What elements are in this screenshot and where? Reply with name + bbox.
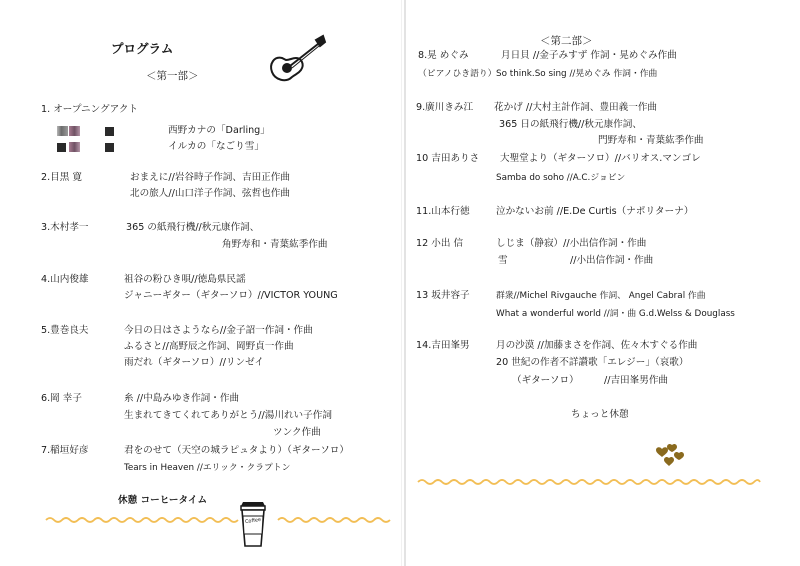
- break-coffee-time: 休憩 コーヒータイム: [118, 495, 208, 506]
- item1-line2: イルカの「なごり雪」: [168, 141, 264, 152]
- item7-line2: Tears in Heaven //エリック・クラプトン: [124, 463, 291, 473]
- item2-performer: 2.目黒 寛: [41, 172, 82, 183]
- item9-performer: 9.廣川きみ江: [416, 102, 474, 113]
- item5-line2: ふるさと//高野辰之作詞、岡野貞一作曲: [124, 341, 294, 352]
- item4-line2: ジャニーギター（ギターソロ）//VICTOR YOUNG: [124, 290, 338, 301]
- heart-icon: [653, 444, 689, 470]
- part2-heading: ＜第二部＞: [540, 35, 593, 47]
- wave-divider: [46, 516, 390, 524]
- page-fold: [404, 0, 406, 566]
- program-title: プログラム: [111, 41, 174, 56]
- item14-performer: 14.吉田峯男: [416, 340, 470, 351]
- redacted-block: [105, 143, 114, 152]
- item12-line2-credit: //小出信作詞・作曲: [570, 255, 654, 266]
- item1-label: 1. オープニングアクト: [41, 104, 139, 115]
- item1-line1: 西野カナの「Darling」: [168, 125, 270, 136]
- part1-heading: ＜第一部＞: [146, 70, 199, 82]
- item9-line2: 365 日の紙飛行機//秋元康作詞、: [499, 119, 642, 130]
- item2-line2: 北の旅人//山口洋子作詞、弦哲也作曲: [130, 188, 290, 199]
- item14-line2: 20 世紀の作者不詳讃歌「エレジー」（哀歌）: [496, 357, 689, 368]
- item14-line3-credit: //吉田峯男作曲: [604, 375, 669, 386]
- item12-line2: 雪: [498, 255, 508, 266]
- item6-line2: 生まれてきてくれてありがとう//湯川れい子作詞: [124, 410, 332, 421]
- item12-performer: 12 小出 信: [416, 238, 464, 249]
- item7-performer: 7.稲垣好彦: [41, 445, 89, 456]
- item7-line1: 君をのせて（天空の城ラピュタより）（ギターソロ）: [124, 445, 349, 456]
- wave-divider: [418, 478, 764, 486]
- redacted-block: [105, 127, 114, 136]
- item9-line1: 花かげ //大村主計作詞、豊田義一作曲: [494, 102, 658, 113]
- item8-sub: （ピアノひき語り）: [418, 69, 497, 79]
- item9-line3: 門野寿和・青葉紘季作曲: [598, 135, 704, 146]
- item3-performer: 3.木村孝一: [41, 222, 89, 233]
- item5-line1: 今日の日はさようなら//金子詔一作詞・作曲: [124, 325, 313, 336]
- item14-line3: （ギターソロ）: [512, 375, 579, 386]
- item3-line1: 365 の紙飛行機//秋元康作詞、: [126, 222, 260, 233]
- item10-line1: 大聖堂より（ギターソロ）//バリオス.マンゴレ: [500, 153, 701, 164]
- break-short-rest: ちょっと休憩: [571, 409, 629, 420]
- guitar-icon: [268, 34, 326, 90]
- item8-performer: 8.晃 めぐみ: [418, 50, 469, 61]
- item6-line1: 糸 //中島みゆき作詞・作曲: [124, 393, 240, 404]
- item8-line2: So think.So sing //晃めぐみ 作詞・作曲: [496, 69, 658, 79]
- page-fold-shadow: [401, 0, 402, 566]
- item4-performer: 4.山内俊雄: [41, 274, 89, 285]
- item6-line3: ツンク作曲: [273, 427, 321, 438]
- item6-performer: 6.岡 幸子: [41, 393, 82, 404]
- redacted-block: [57, 126, 68, 136]
- redacted-block: [69, 142, 80, 152]
- item13-line2: What a wonderful world //詞・曲 G.d.Welss & Douglass: [496, 309, 735, 319]
- item13-line1: 群衆//Michel Rivgauche 作詞、 Angel Cabral 作曲: [496, 291, 706, 301]
- item10-performer: 10 吉田ありさ: [416, 153, 480, 164]
- item3-line2: 角野寿和・青葉紘季作曲: [222, 239, 328, 250]
- coffee-cup-label: Coffee: [244, 516, 262, 526]
- item5-line3: 雨だれ（ギターソロ）//リンゼイ: [124, 357, 265, 368]
- item14-line1: 月の沙漠 //加藤まさを作詞、佐々木すぐる作曲: [496, 340, 698, 351]
- item5-performer: 5.豊巻良夫: [41, 325, 89, 336]
- item11-line1: 泣かないお前 //E.De Curtis（ナポリターナ）: [496, 206, 694, 217]
- item13-performer: 13 坂井容子: [416, 290, 470, 301]
- item8-line1: 月日貝 //金子みすず 作詞・晃めぐみ作曲: [501, 50, 677, 61]
- item10-line2: Samba do soho //A.C.ジョビン: [496, 173, 626, 183]
- item12-line1: しじま（静寂）//小出信作詞・作曲: [496, 238, 647, 249]
- redacted-block: [69, 126, 80, 136]
- item11-performer: 11.山本行徳: [416, 206, 470, 217]
- item4-line1: 祖谷の粉ひき唄//徳島県民謡: [124, 274, 246, 285]
- redacted-block: [57, 143, 66, 152]
- item2-line1: おまえに//岩谷時子作詞、吉田正作曲: [130, 172, 290, 183]
